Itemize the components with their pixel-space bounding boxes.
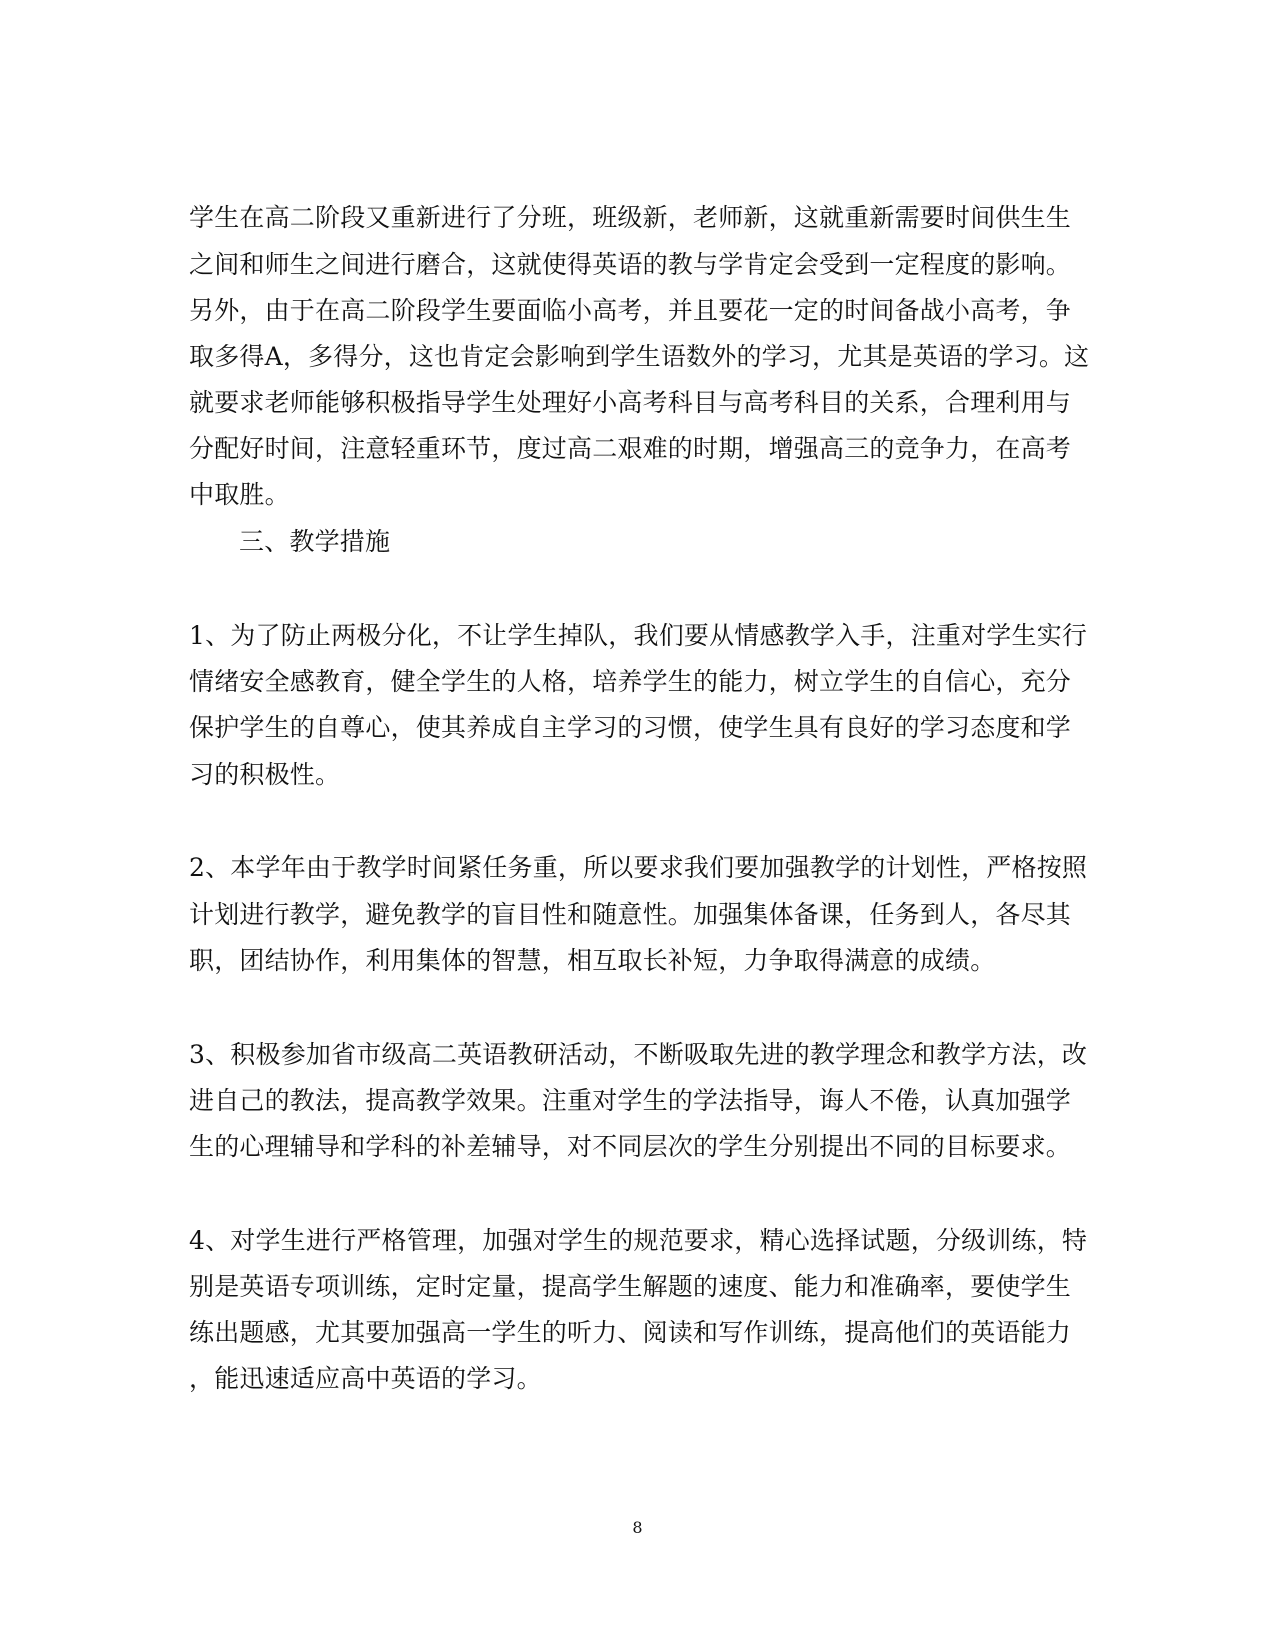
list-item-line: 进自己的教法，提高教学效果。注重对学生的学法指导，诲人不倦，认真加强学 <box>189 1086 1072 1115</box>
list-item-line: 保护学生的自尊心，使其养成自主学习的习惯，使学生具有良好的学习态度和学 <box>189 713 1072 742</box>
body-text-line: 之间和师生之间进行磨合，这就使得英语的教与学肯定会受到一定程度的影响。 <box>189 250 1072 279</box>
list-item-line: 情绪安全感教育，健全学生的人格，培养学生的能力，树立学生的自信心，充分 <box>189 667 1072 696</box>
list-item-line: 3、积极参加省市级高二英语教研活动，不断吸取先进的教学理念和教学方法，改 <box>189 1040 1088 1069</box>
list-item-line: 习的积极性。 <box>189 760 341 789</box>
list-item-line: 别是英语专项训练，定时定量，提高学生解题的速度、能力和准确率，要使学生 <box>189 1272 1072 1301</box>
list-item-line: ，能迅速适应高中英语的学习。 <box>189 1364 542 1393</box>
list-item-line: 练出题感，尤其要加强高一学生的听力、阅读和写作训练，提高他们的英语能力 <box>189 1318 1072 1347</box>
body-text-line: 学生在高二阶段又重新进行了分班，班级新，老师新，这就重新需要时间供生生 <box>189 203 1072 232</box>
list-item-line: 计划进行教学，避免教学的盲目性和随意性。加强集体备课，任务到人，各尽其 <box>189 900 1072 929</box>
list-item-line: 生的心理辅导和学科的补差辅导，对不同层次的学生分别提出不同的目标要求。 <box>189 1132 1072 1161</box>
body-text-line: 就要求老师能够积极指导学生处理好小高考科目与高考科目的关系，合理利用与 <box>189 388 1072 417</box>
body-text-line: 另外，由于在高二阶段学生要面临小高考，并且要花一定的时间备战小高考，争 <box>189 296 1072 325</box>
list-item-line: 1、为了防止两极分化，不让学生掉队，我们要从情感教学入手，注重对学生实行 <box>189 621 1088 650</box>
body-text-line: 分配好时间，注意轻重环节，度过高二艰难的时期，增强高三的竞争力，在高考 <box>189 434 1072 463</box>
page-number: 8 <box>632 1518 643 1537</box>
body-text-line: 取多得A，多得分，这也肯定会影响到学生语数外的学习，尤其是英语的学习。这 <box>189 342 1090 371</box>
body-text-line: 中取胜。 <box>189 480 290 509</box>
list-item-line: 职，团结协作，利用集体的智慧，相互取长补短，力争取得满意的成绩。 <box>189 946 996 975</box>
list-item-line: 4、对学生进行严格管理，加强对学生的规范要求，精心选择试题，分级训练，特 <box>189 1226 1088 1255</box>
list-item-line: 2、本学年由于教学时间紧任务重，所以要求我们要加强教学的计划性，严格按照 <box>189 853 1088 882</box>
section-heading: 三、教学措施 <box>239 527 391 556</box>
